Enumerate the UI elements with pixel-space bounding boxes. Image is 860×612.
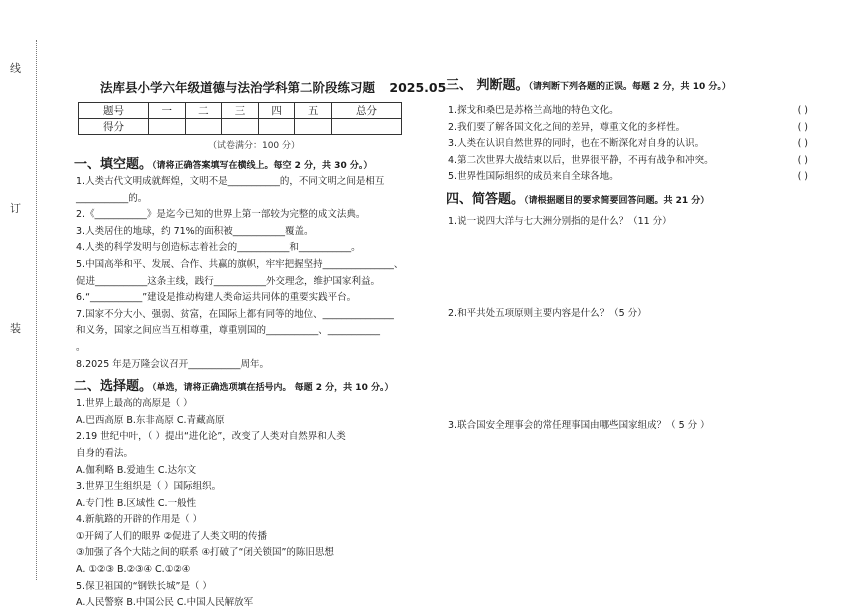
judge-answer-paren: ( ) [797,138,808,150]
score-table-header-row [79,103,402,119]
question-line: 5.中国高举和平、发展、合作、共赢的旗帜，牢牢把握坚持_______________、 [76,258,404,270]
short-answer-question: 1.说一说四大洋与七大洲分别指的是什么？（11 分） [448,215,672,227]
question-line: 4.人类的科学发明与创造标志着社会的___________和___________。 [76,242,361,254]
section-note: （请判断下列各题的正误。每题 2 分，共 10 分。） [528,82,731,92]
question-line: 自身的看法。 [76,447,134,459]
section-title: 四、简答题。 [446,191,525,207]
question-line: 促进___________这条主线，践行___________外交理念，维护国家利益。 [76,275,381,287]
question-line: A.人民警察 B.中国公民 C.中国人民解放军 [76,597,254,609]
short-answer-question: 2.和平共处五项原则主要内容是什么？（5 分） [448,307,647,319]
section-title: 一、填空题。 [74,157,153,172]
score-cell [295,119,332,135]
judge-item [448,103,808,120]
judge-item [448,153,808,170]
score-cell [185,119,222,135]
section-note: （单选，请将正确选项填在括号内。 每题 2 分，共 10 分。） [152,383,394,394]
question-line: 5.保卫祖国的“钢铁长城”是（ ） [76,580,212,592]
question-line: 和义务，国家之间应当互相尊重，尊重别国的___________、___________ [76,325,381,337]
judge-text: 3.人类在认识自然世界的同时，也在不断深化对自身的认识。 [448,138,705,150]
question-line: 7.国家不分大小、强弱、贫富，在国际上都有同等的地位、_______________ [76,308,394,320]
question-line: 6.“___________”建设是推动构建人类命运共同体的重要实践平台。 [76,292,357,304]
binding-label-bind: 装 [10,322,21,335]
question-line: ①开阔了人们的眼界 ②促进了人类文明的传播 [76,530,268,542]
question-line: ③加强了各个大陆之间的联系 ④打破了“闭关锁国”的陈旧思想 [76,547,334,559]
right-column [448,72,808,431]
question-line: 2.19 世纪中叶，（ ）提出“进化论”，改变了人类对自然界和人类 [76,431,346,443]
score-cell: 二 [185,103,222,119]
binding-label-order: 订 [10,202,21,215]
question-line: 8.2025 年是万隆会议召开___________周年。 [76,358,270,370]
score-cell: 五 [295,103,332,119]
judge-answer-paren: ( ) [797,154,808,166]
title-date: 2025.05 [389,80,447,95]
section-title: 三、 判断题。 [446,78,529,93]
judge-answer-paren: ( ) [797,121,808,133]
binding-label-line: 线 [10,62,21,75]
question-line: 3.世界卫生组织是（ ）国际组织。 [76,481,222,493]
judge-answer-paren: ( ) [797,171,808,183]
judge-item [448,120,808,137]
score-table [78,102,402,135]
score-cell [331,119,401,135]
question-line: 。 [76,341,86,353]
section-judge-heading [446,74,808,93]
section-fill-blank-heading [74,153,432,172]
judge-item [448,169,808,186]
score-cell: 四 [258,103,295,119]
question-line: A.伽利略 B.爱迪生 C.达尔文 [76,464,197,476]
question-line: ___________的。 [76,192,148,204]
question-line: 2.《___________》是迄今已知的世界上第一部较为完整的成文法典。 [76,209,366,221]
judge-text: 1.探戈和桑巴是苏格兰高地的特色文化。 [448,105,619,116]
judge-text: 5.世界性国际组织的成员来自全球各地。 [448,171,619,183]
score-cell [149,119,186,135]
question-line: A. ①②③ B.②③④ C.①②④ [76,564,191,576]
judge-item [448,136,808,153]
question-line: 3.人类居住的地球，约 71%的面积被___________覆盖。 [76,225,314,237]
question-line: A.巴西高原 B.东非高原 C.青藏高原 [76,414,225,426]
section-note: （请将正确答案填写在横线上。每空 2 分，共 30 分。） [152,161,373,171]
title-text: 法库县小学六年级道德与法治学科第二阶段练习题 [100,80,376,95]
score-cell: 一 [149,103,186,119]
judge-answer-paren: ( ) [797,105,808,116]
judge-text: 2.我们要了解各国文化之间的差异，尊重文化的多样性。 [448,121,686,133]
left-column [74,78,447,612]
binding-margin [6,40,37,580]
score-cell: 总分 [331,103,401,119]
question-line: 1.世界上最高的高原是（ ） [76,398,193,410]
question-line: 4.新航路的开辟的作用是（ ） [76,514,203,526]
score-cell: 题号 [79,103,149,119]
section-short-answer-heading [446,188,808,207]
score-cell [222,119,259,135]
short-answer-question: 3.联合国安全理事会的常任理事国由哪些国家组成？（ 5 分 ） [448,419,710,431]
section-choice-heading [74,375,432,394]
section-title: 二、选择题。 [74,379,153,395]
full-mark: （试卷满分：100 分） [207,141,301,151]
score-table-score-row [79,119,402,135]
judge-text: 4.第二次世界大战结束以后，世界很平静，不再有战争和冲突。 [448,154,714,166]
score-cell [258,119,295,135]
score-cell: 三 [222,103,259,119]
question-line: 1.人类古代文明成就辉煌，文明不是___________的，不同文明之间是相互 [76,176,385,187]
exam-title [100,78,447,96]
question-line: A.专门性 B.区域性 C.一般性 [76,497,197,509]
score-cell: 得分 [79,119,149,135]
section-note: （请根据题目的要求简要回答问题。共 21 分） [524,195,710,206]
